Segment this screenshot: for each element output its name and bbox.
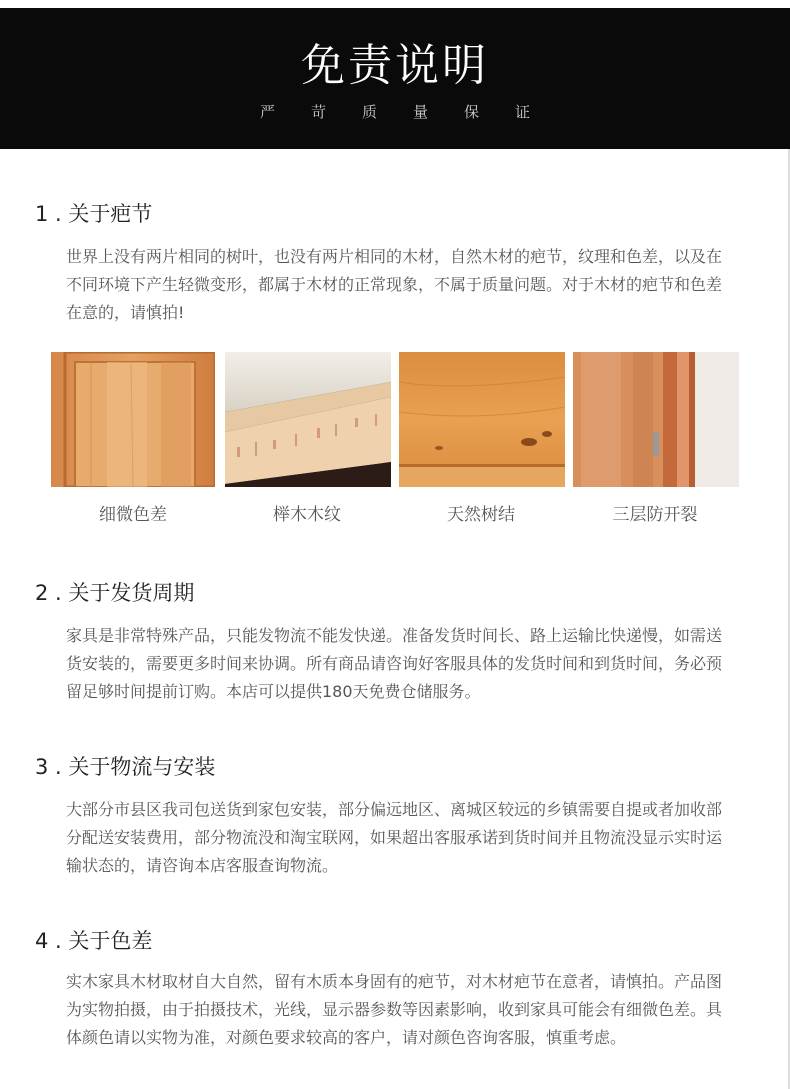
section-title: 1 . 关于疤节 bbox=[35, 202, 153, 226]
section-title: 4 . 关于色差 bbox=[35, 929, 153, 953]
photo-natural-knots bbox=[399, 352, 565, 487]
photo-strip bbox=[51, 352, 739, 487]
section-body: 家具是非常特殊产品，只能发物流不能发快递。准备发货时间长、路上运输比快递慢，如需送货安装的，需要更多时间来协调。所有商品请咨询好客服具体的发货时间和到货时间，务必预留足够时间提前订购。本店可以提供180天免费仓储服务。 bbox=[66, 626, 723, 701]
section-body: 实木家具木材取材自大自然，留有木质本身固有的疤节，对木材疤节在意者，请慎拍。产品图为实物拍摄，由于拍摄技术，光线，显示器参数等因素影响，收到家具可能会有细微色差。具体颜色请以实物为准，对颜色要求较高的客户，请对颜色咨询客服，慎重考虑。 bbox=[66, 972, 723, 1047]
photo-beech-grain bbox=[225, 352, 391, 487]
section-title: 2 . 关于发货周期 bbox=[35, 581, 195, 605]
photo-three-layer bbox=[573, 352, 739, 487]
page-title: 免责说明 bbox=[301, 40, 489, 91]
section-body: 大部分市县区我司包送货到家包安装，部分偏远地区、离城区较远的乡镇需要自提或者加收部分配送安装费用，部分物流没和淘宝联网，如果超出客服承诺到货时间并且物流没显示实时运输状态的，请咨询本店客服查询物流。 bbox=[66, 800, 723, 875]
section-title: 3 . 关于物流与安装 bbox=[35, 755, 216, 779]
page-subtitle: 严苛质量保证 bbox=[259, 103, 566, 121]
header-banner bbox=[0, 8, 790, 149]
photo-caption: 细微色差 bbox=[99, 505, 167, 525]
photo-fine-color-difference bbox=[51, 352, 215, 487]
photo-caption: 天然树结 bbox=[447, 505, 515, 525]
section-body: 世界上没有两片相同的树叶，也没有两片相同的木材，自然木材的疤节，纹理和色差，以及在不同环境下产生轻微变形，都属于木材的正常现象，不属于质量问题。对于木材的疤节和色差在意的，请慎拍! bbox=[66, 247, 723, 322]
top-strip bbox=[0, 0, 790, 8]
photo-caption: 三层防开裂 bbox=[612, 505, 698, 525]
photo-caption: 榉木木纹 bbox=[273, 505, 341, 525]
